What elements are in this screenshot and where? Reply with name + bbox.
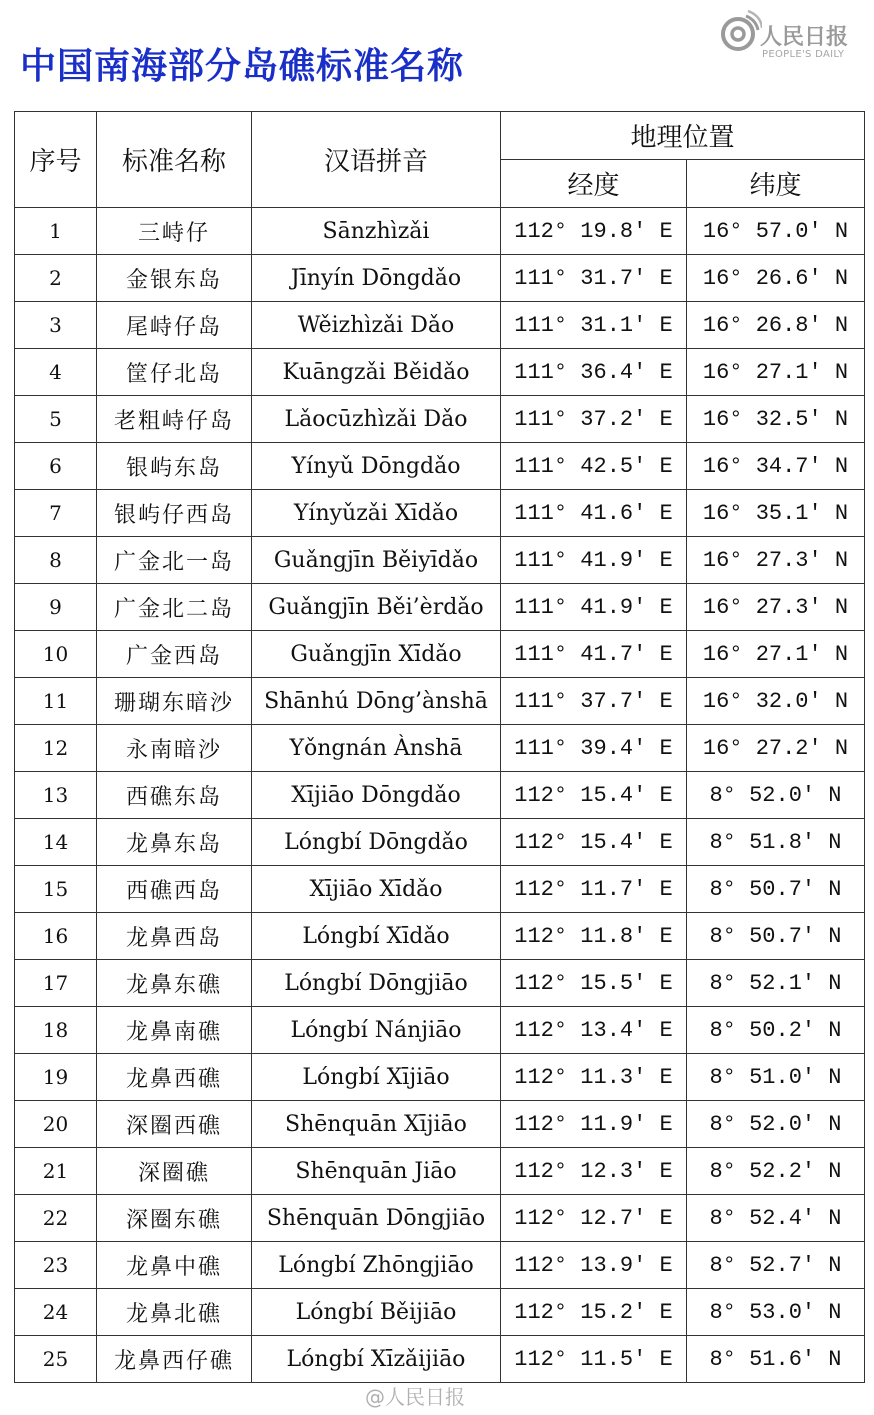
- row-standard-name: 龙鼻北礁: [97, 1289, 252, 1336]
- row-longitude: 111° 37.2′ E: [501, 396, 687, 443]
- table-row: [15, 443, 865, 490]
- header-standard-name: 标准名称: [97, 112, 252, 208]
- logo-name: 人民日报: [760, 25, 849, 50]
- row-latitude: 16° 27.3′ N: [687, 537, 865, 584]
- row-latitude: 16° 35.1′ N: [687, 490, 865, 537]
- row-pinyin: Lǎocūzhìzǎi Dǎo: [252, 396, 501, 443]
- row-longitude: 112° 11.8′ E: [501, 913, 687, 960]
- table-row: [15, 255, 865, 302]
- row-longitude: 112° 19.8′ E: [501, 208, 687, 255]
- table-row: [15, 913, 865, 960]
- row-standard-name: 永南暗沙: [97, 725, 252, 772]
- row-pinyin: Lóngbí Dōngdǎo: [252, 819, 501, 866]
- table-row: [15, 1242, 865, 1289]
- row-standard-name: 广金北二岛: [97, 584, 252, 631]
- row-latitude: 8° 50.7′ N: [687, 866, 865, 913]
- row-longitude: 112° 11.9′ E: [501, 1101, 687, 1148]
- row-standard-name: 西礁东岛: [97, 772, 252, 819]
- row-index: 12: [15, 725, 97, 772]
- row-latitude: 8° 53.0′ N: [687, 1289, 865, 1336]
- logo-subtitle: PEOPLE'S DAILY: [762, 49, 845, 60]
- row-standard-name: 筐仔北岛: [97, 349, 252, 396]
- row-longitude: 111° 42.5′ E: [501, 443, 687, 490]
- table-row: [15, 396, 865, 443]
- row-standard-name: 深圈东礁: [97, 1195, 252, 1242]
- table-row: [15, 960, 865, 1007]
- header-longitude: 经度: [501, 160, 687, 208]
- table-row: [15, 1007, 865, 1054]
- row-pinyin: Lóngbí Dōngjiāo: [252, 960, 501, 1007]
- row-latitude: 16° 27.2′ N: [687, 725, 865, 772]
- row-index: 9: [15, 584, 97, 631]
- row-longitude: 111° 41.9′ E: [501, 537, 687, 584]
- row-standard-name: 银屿东岛: [97, 443, 252, 490]
- row-standard-name: 龙鼻南礁: [97, 1007, 252, 1054]
- row-latitude: 16° 32.5′ N: [687, 396, 865, 443]
- row-pinyin: Kuāngzǎi Běidǎo: [252, 349, 501, 396]
- at-sign-icon: [718, 10, 762, 54]
- row-index: 24: [15, 1289, 97, 1336]
- row-pinyin: Jīnyín Dōngdǎo: [252, 255, 501, 302]
- row-longitude: 111° 36.4′ E: [501, 349, 687, 396]
- row-pinyin: Lóngbí Xīzǎijiāo: [252, 1336, 501, 1383]
- row-longitude: 112° 12.3′ E: [501, 1148, 687, 1195]
- row-standard-name: 龙鼻东岛: [97, 819, 252, 866]
- row-latitude: 16° 34.7′ N: [687, 443, 865, 490]
- row-index: 6: [15, 443, 97, 490]
- row-longitude: 112° 15.5′ E: [501, 960, 687, 1007]
- table-row: [15, 725, 865, 772]
- row-pinyin: Shēnquān Dōngjiāo: [252, 1195, 501, 1242]
- row-pinyin: Xījiāo Xīdǎo: [252, 866, 501, 913]
- row-standard-name: 深圈西礁: [97, 1101, 252, 1148]
- row-index: 22: [15, 1195, 97, 1242]
- row-standard-name: 银屿仔西岛: [97, 490, 252, 537]
- table-row: [15, 678, 865, 725]
- row-standard-name: 龙鼻西岛: [97, 913, 252, 960]
- table-row: [15, 1195, 865, 1242]
- row-latitude: 8° 51.8′ N: [687, 819, 865, 866]
- row-longitude: 112° 15.4′ E: [501, 819, 687, 866]
- row-pinyin: Lóngbí Xīdǎo: [252, 913, 501, 960]
- page-title: 中国南海部分岛礁标准名称: [20, 46, 465, 87]
- table-row: [15, 1289, 865, 1336]
- row-index: 3: [15, 302, 97, 349]
- row-standard-name: 三峙仔: [97, 208, 252, 255]
- row-latitude: 8° 52.1′ N: [687, 960, 865, 1007]
- row-index: 16: [15, 913, 97, 960]
- header-pinyin: 汉语拼音: [252, 112, 501, 208]
- table-row: [15, 866, 865, 913]
- row-pinyin: Yínyǔzǎi Xīdǎo: [252, 490, 501, 537]
- row-pinyin: Xījiāo Dōngdǎo: [252, 772, 501, 819]
- table-row: [15, 819, 865, 866]
- row-index: 11: [15, 678, 97, 725]
- row-index: 21: [15, 1148, 97, 1195]
- row-index: 10: [15, 631, 97, 678]
- row-pinyin: Sānzhìzǎi: [252, 208, 501, 255]
- row-longitude: 112° 11.5′ E: [501, 1336, 687, 1383]
- header-location: 地理位置: [501, 112, 865, 160]
- row-index: 7: [15, 490, 97, 537]
- row-standard-name: 老粗峙仔岛: [97, 396, 252, 443]
- row-pinyin: Yínyǔ Dōngdǎo: [252, 443, 501, 490]
- row-longitude: 112° 13.4′ E: [501, 1007, 687, 1054]
- row-pinyin: Yǒngnán Ànshā: [252, 725, 501, 772]
- row-latitude: 8° 52.7′ N: [687, 1242, 865, 1289]
- row-latitude: 16° 27.1′ N: [687, 349, 865, 396]
- row-longitude: 112° 12.7′ E: [501, 1195, 687, 1242]
- row-index: 18: [15, 1007, 97, 1054]
- row-latitude: 8° 51.0′ N: [687, 1054, 865, 1101]
- row-standard-name: 广金北一岛: [97, 537, 252, 584]
- row-index: 17: [15, 960, 97, 1007]
- row-index: 13: [15, 772, 97, 819]
- header-latitude: 纬度: [687, 160, 865, 208]
- row-standard-name: 龙鼻中礁: [97, 1242, 252, 1289]
- row-latitude: 8° 52.2′ N: [687, 1148, 865, 1195]
- row-longitude: 112° 13.9′ E: [501, 1242, 687, 1289]
- row-index: 20: [15, 1101, 97, 1148]
- row-standard-name: 龙鼻西仔礁: [97, 1336, 252, 1383]
- row-standard-name: 珊瑚东暗沙: [97, 678, 252, 725]
- row-index: 1: [15, 208, 97, 255]
- row-pinyin: Shēnquān Xījiāo: [252, 1101, 501, 1148]
- row-longitude: 111° 41.6′ E: [501, 490, 687, 537]
- row-standard-name: 龙鼻西礁: [97, 1054, 252, 1101]
- row-index: 25: [15, 1336, 97, 1383]
- table-row: [15, 631, 865, 678]
- row-longitude: 111° 31.7′ E: [501, 255, 687, 302]
- row-longitude: 112° 11.7′ E: [501, 866, 687, 913]
- row-latitude: 8° 52.0′ N: [687, 1101, 865, 1148]
- table-row: [15, 1101, 865, 1148]
- row-index: 15: [15, 866, 97, 913]
- row-latitude: 16° 26.6′ N: [687, 255, 865, 302]
- row-longitude: 111° 41.9′ E: [501, 584, 687, 631]
- row-latitude: 8° 50.2′ N: [687, 1007, 865, 1054]
- row-standard-name: 尾峙仔岛: [97, 302, 252, 349]
- row-latitude: 16° 32.0′ N: [687, 678, 865, 725]
- row-longitude: 112° 15.2′ E: [501, 1289, 687, 1336]
- peoples-daily-logo: [718, 8, 868, 64]
- header-index: 序号: [15, 112, 97, 208]
- watermark: @人民日报: [365, 1385, 465, 1409]
- table-row: [15, 490, 865, 537]
- row-pinyin: Lóngbí Zhōngjiāo: [252, 1242, 501, 1289]
- row-longitude: 111° 37.7′ E: [501, 678, 687, 725]
- table-row: [15, 349, 865, 396]
- row-latitude: 8° 52.0′ N: [687, 772, 865, 819]
- row-latitude: 16° 27.1′ N: [687, 631, 865, 678]
- row-pinyin: Guǎngjīn Xīdǎo: [252, 631, 501, 678]
- table-row: [15, 302, 865, 349]
- table-row: [15, 772, 865, 819]
- row-pinyin: Lóngbí Xījiāo: [252, 1054, 501, 1101]
- row-pinyin: Guǎngjīn Běiyīdǎo: [252, 537, 501, 584]
- row-pinyin: Lóngbí Nánjiāo: [252, 1007, 501, 1054]
- row-latitude: 8° 51.6′ N: [687, 1336, 865, 1383]
- island-names-table: [14, 111, 865, 1383]
- table-row: [15, 1054, 865, 1101]
- row-latitude: 16° 26.8′ N: [687, 302, 865, 349]
- row-pinyin: Shēnquān Jiāo: [252, 1148, 501, 1195]
- row-index: 23: [15, 1242, 97, 1289]
- table-row: [15, 584, 865, 631]
- row-standard-name: 广金西岛: [97, 631, 252, 678]
- row-standard-name: 西礁西岛: [97, 866, 252, 913]
- table-row: [15, 1336, 865, 1383]
- row-longitude: 111° 41.7′ E: [501, 631, 687, 678]
- row-longitude: 112° 15.4′ E: [501, 772, 687, 819]
- table-row: [15, 1148, 865, 1195]
- row-standard-name: 深圈礁: [97, 1148, 252, 1195]
- row-latitude: 16° 27.3′ N: [687, 584, 865, 631]
- row-pinyin: Guǎngjīn Běi’èrdǎo: [252, 584, 501, 631]
- row-latitude: 8° 50.7′ N: [687, 913, 865, 960]
- row-index: 2: [15, 255, 97, 302]
- row-index: 8: [15, 537, 97, 584]
- row-pinyin: Lóngbí Běijiāo: [252, 1289, 501, 1336]
- row-pinyin: Shānhú Dōng’ànshā: [252, 678, 501, 725]
- row-index: 14: [15, 819, 97, 866]
- row-pinyin: Wěizhìzǎi Dǎo: [252, 302, 501, 349]
- row-index: 5: [15, 396, 97, 443]
- row-longitude: 111° 39.4′ E: [501, 725, 687, 772]
- row-latitude: 8° 52.4′ N: [687, 1195, 865, 1242]
- row-index: 4: [15, 349, 97, 396]
- table-row: [15, 537, 865, 584]
- table-row: [15, 208, 865, 255]
- row-index: 19: [15, 1054, 97, 1101]
- row-latitude: 16° 57.0′ N: [687, 208, 865, 255]
- row-standard-name: 龙鼻东礁: [97, 960, 252, 1007]
- row-standard-name: 金银东岛: [97, 255, 252, 302]
- row-longitude: 111° 31.1′ E: [501, 302, 687, 349]
- row-longitude: 112° 11.3′ E: [501, 1054, 687, 1101]
